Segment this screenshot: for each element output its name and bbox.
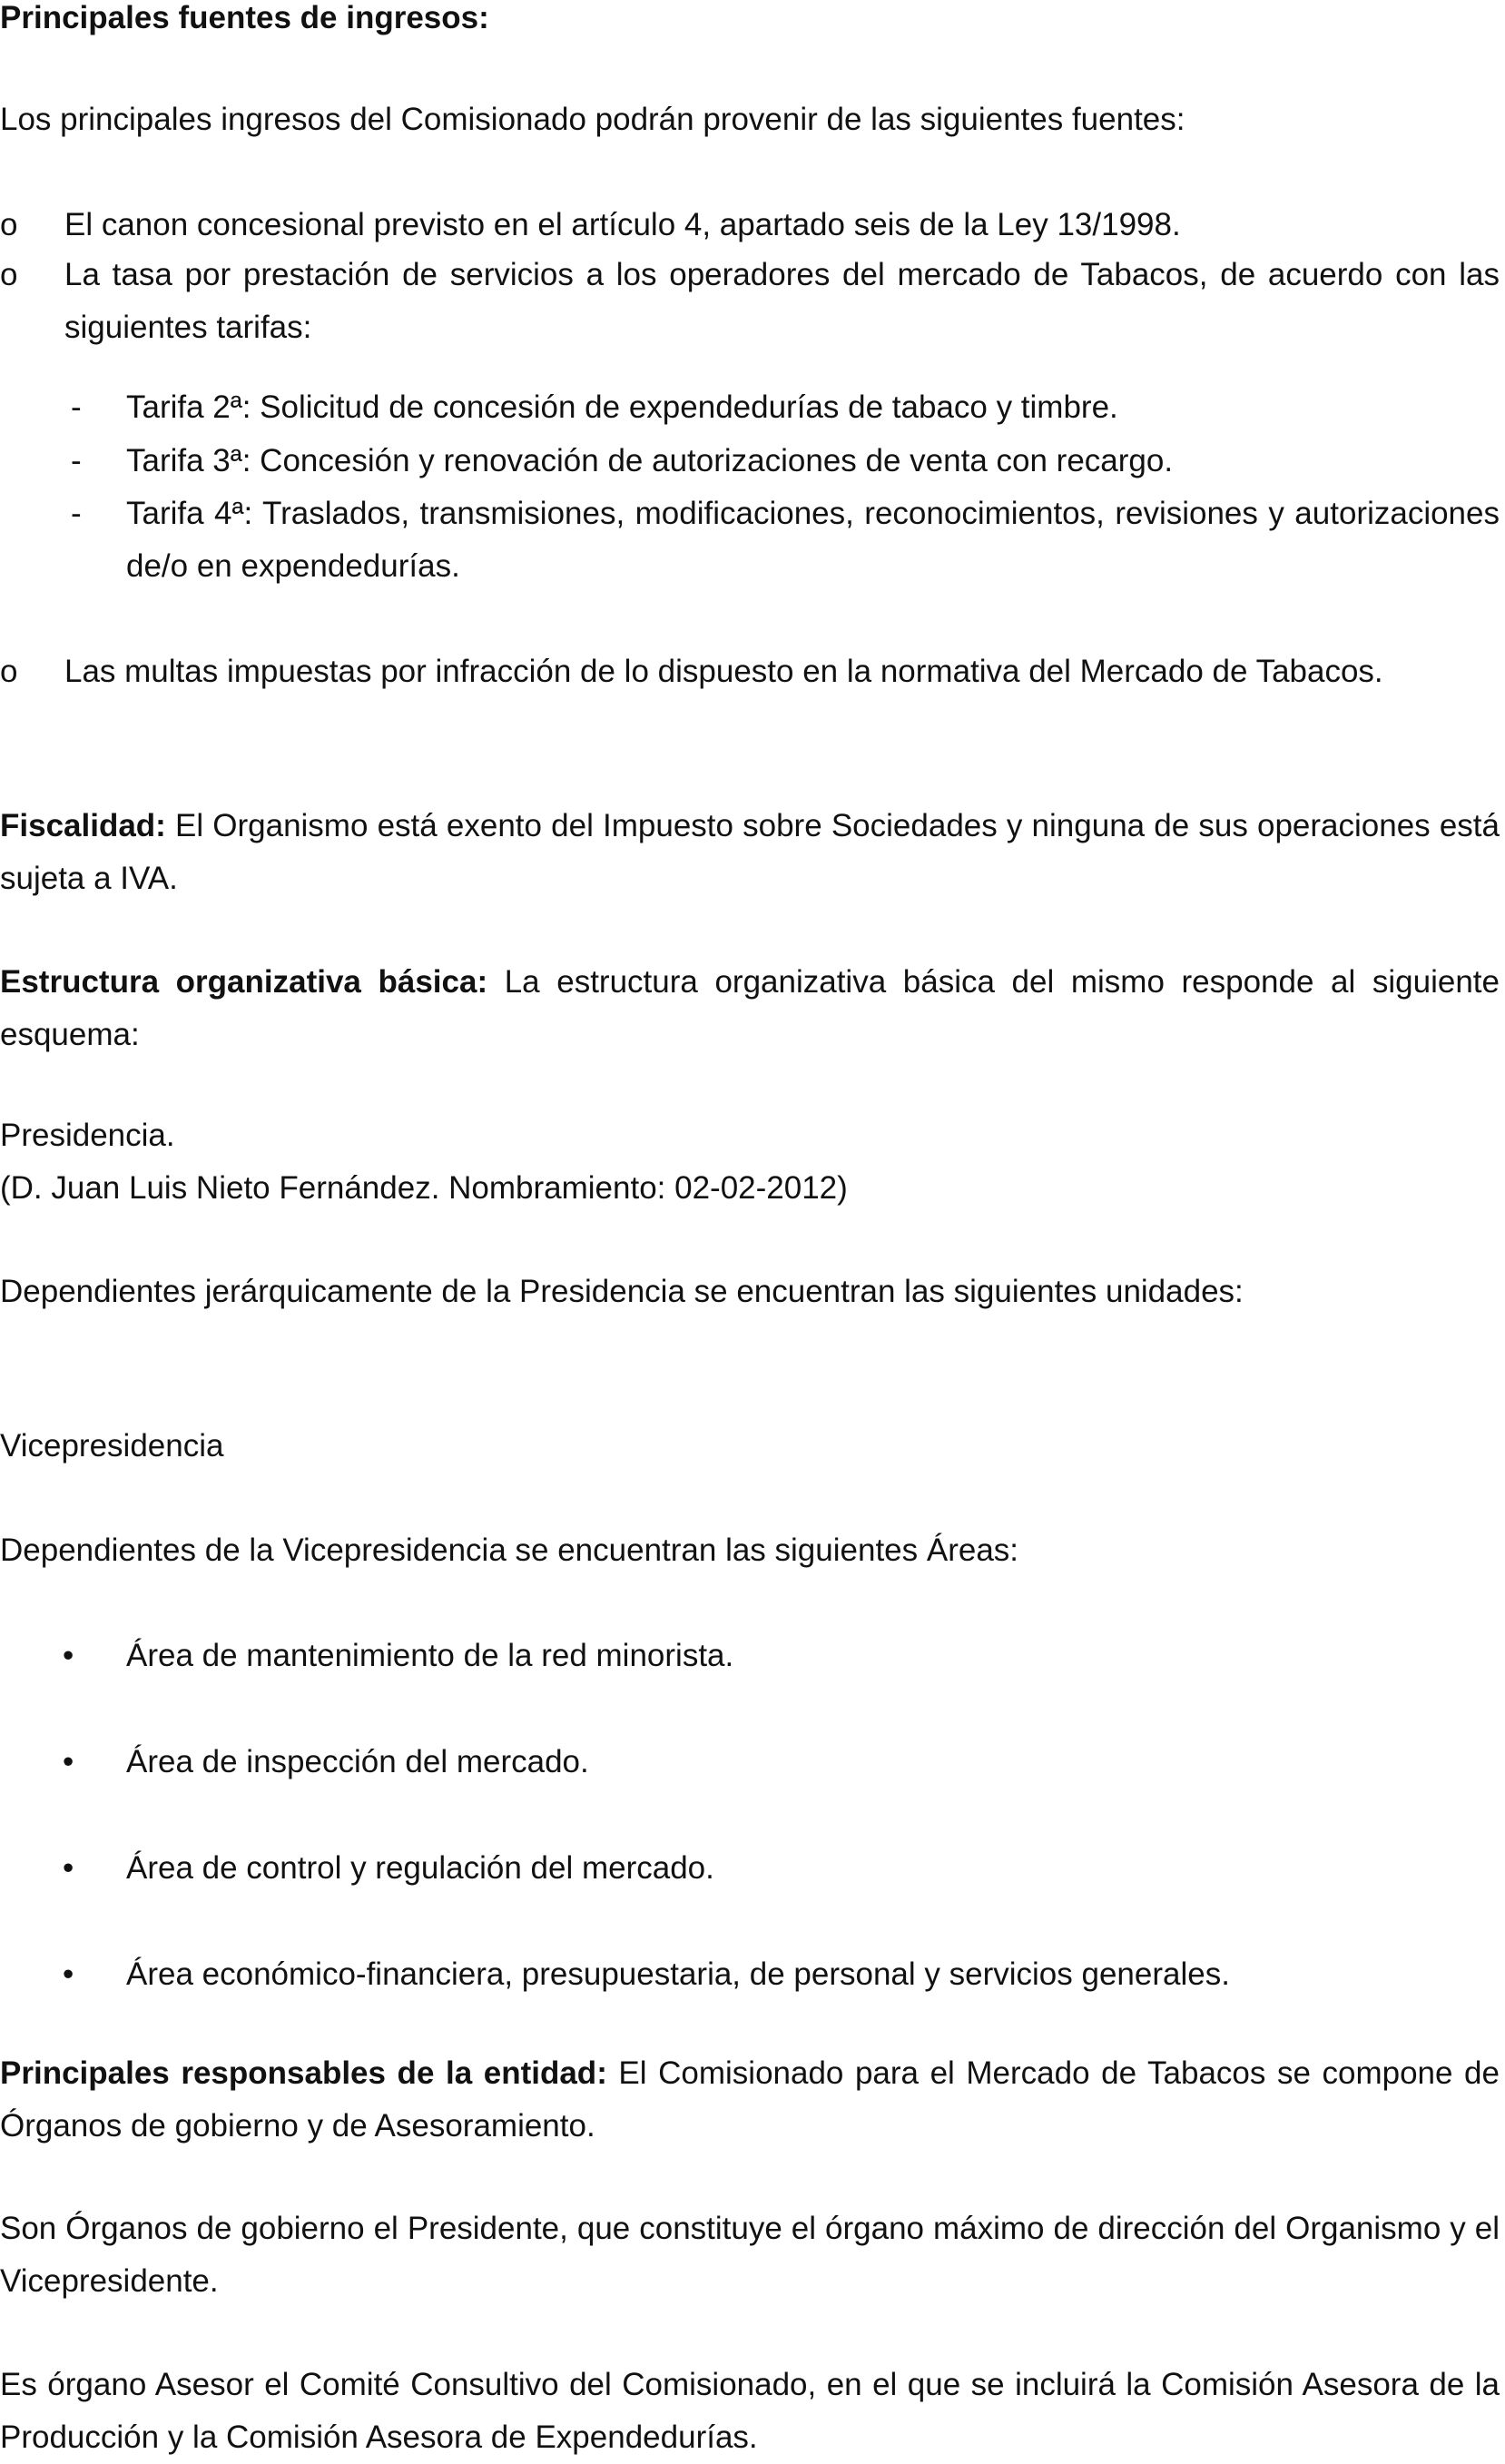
tarifa-text: Tarifa 2ª: Solicitud de concesión de expendedurías de tabaco y timbre. [126,389,1118,425]
area-item [0,1948,1500,2001]
organos-gobierno-paragraph: Son Órganos de gobierno el Presidente, que constituye el órgano máximo de dirección del Organismo y el Vicepresidente. [0,2211,1500,2299]
area-text: Área de inspección del mercado. [126,1744,589,1779]
round-bullet-icon: • [63,1744,74,1779]
circle-bullet-icon: o [0,207,18,242]
area-item [0,1736,1500,1789]
estructura-label: Estructura organizativa básica: [0,964,488,1000]
round-bullet-icon: • [63,1956,74,1992]
area-text: Área económico-financiera, presupuestaria, de personal y servicios generales. [126,1956,1230,1992]
income-source-item [0,249,1500,354]
fiscalidad-label: Fiscalidad: [0,808,166,843]
tarifa-item [0,435,1500,488]
presidencia-detail: (D. Juan Luis Nieto Fernández. Nombramiento: 02-02-2012) [0,1170,848,1206]
area-item [0,1630,1500,1682]
income-source-item [0,646,1500,698]
tarifa-text: Tarifa 4ª: Traslados, transmisiones, modificaciones, reconocimientos, revisiones y autorizaciones de/o en expendedurías. [126,496,1500,584]
estructura-paragraph [0,956,1500,1061]
income-source-item [0,199,1500,251]
presidencia-title: Presidencia. [0,1118,175,1153]
tarifa-item [0,488,1500,593]
organo-asesor-paragraph: Es órgano Asesor el Comité Consultivo del Comisionado, en el que se incluirá la Comisión Asesora de la Producción y la Comisión Asesora de Expendedurías. [0,2367,1500,2455]
dash-bullet-icon: - [71,496,82,531]
tarifa-text: Tarifa 3ª: Concesión y renovación de autorizaciones de venta con recargo. [126,443,1174,478]
dependientes-presidencia: Dependientes jerárquicamente de la Presidencia se encuentran las siguientes unidades: [0,1274,1244,1309]
estructura-text: La estructura organizativa básica del mismo responde al siguiente esquema: [0,964,1500,1052]
circle-bullet-icon: o [0,257,18,292]
round-bullet-icon: • [63,1850,74,1886]
fiscalidad-text: El Organismo está exento del Impuesto sobre Sociedades y ninguna de sus operaciones está sujeta a IVA. [0,808,1500,896]
income-heading: Principales fuentes de ingresos: [0,0,489,35]
circle-bullet-icon: o [0,654,18,689]
income-source-text: Las multas impuestas por infracción de lo dispuesto en la normativa del Mercado de Tabacos. [64,654,1383,689]
responsables-paragraph [0,2047,1500,2153]
income-intro: Los principales ingresos del Comisionado podrán provenir de las siguientes fuentes: [0,102,1185,137]
area-text: Área de mantenimiento de la red minorista. [126,1638,734,1673]
area-item [0,1842,1500,1895]
responsables-text: El Comisionado para el Mercado de Tabacos se compone de Órganos de gobierno y de Asesoramiento. [0,2055,1500,2144]
responsables-label: Principales responsables de la entidad: [0,2055,607,2091]
area-text: Área de control y regulación del mercado. [126,1850,714,1886]
vicepresidencia-title: Vicepresidencia [0,1428,224,1464]
dash-bullet-icon: - [71,389,82,425]
round-bullet-icon: • [63,1638,74,1673]
tarifa-item [0,381,1500,434]
dash-bullet-icon: - [71,443,82,478]
dependientes-vicepresidencia: Dependientes de la Vicepresidencia se encuentran las siguientes Áreas: [0,1533,1019,1568]
fiscalidad-paragraph [0,800,1500,905]
income-source-text: El canon concesional previsto en el artículo 4, apartado seis de la Ley 13/1998. [64,207,1181,242]
income-source-text: La tasa por prestación de servicios a los operadores del mercado de Tabacos, de acuerdo con las siguientes tarifas: [64,257,1500,345]
